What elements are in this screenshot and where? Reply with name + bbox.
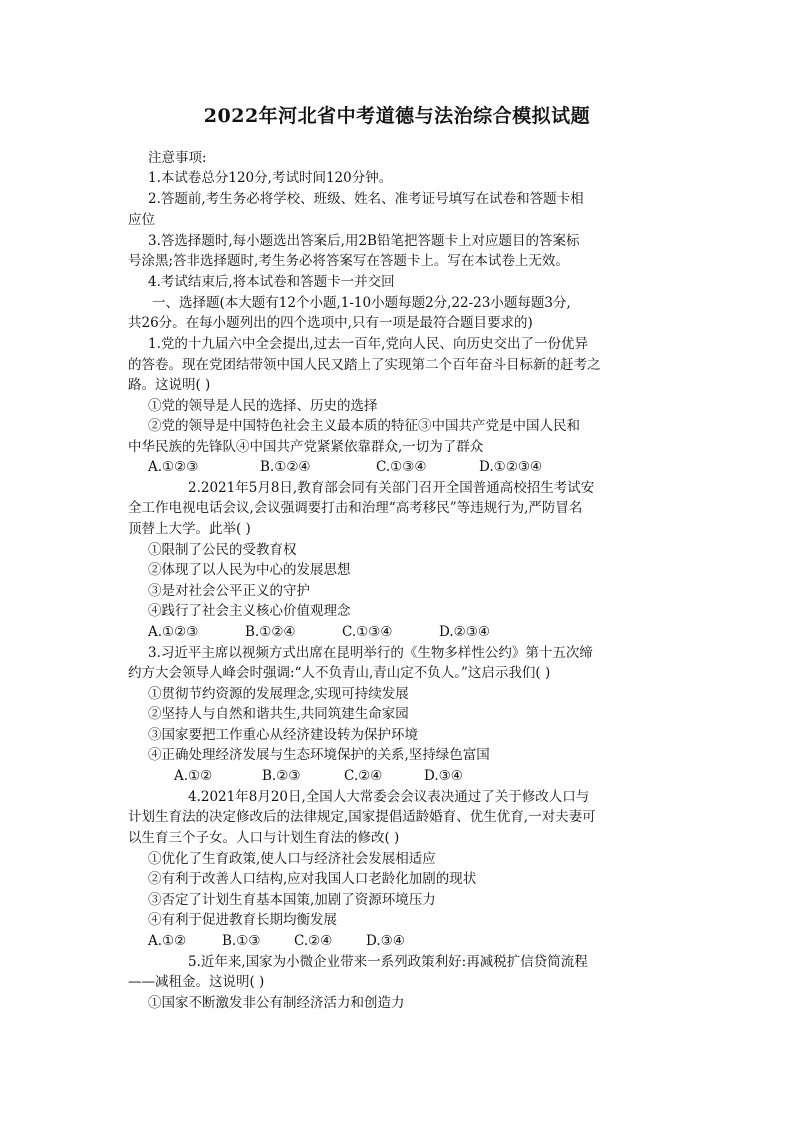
note-2-line-1: 2.答题前,考生务必将学校、班级、姓名、准考证号填写在试卷和答题卡相 bbox=[148, 191, 584, 207]
q3-options bbox=[174, 766, 474, 786]
q2-option-b: B.①②④ bbox=[245, 624, 296, 640]
note-2-line-2: 应位 bbox=[128, 212, 155, 228]
section-heading-line-2: 共26分。在每小题列出的四个选项中,只有一项是最符合题目要求的) bbox=[128, 315, 533, 331]
q2-statement-4: ④践行了社会主义核心价值观理念 bbox=[148, 603, 351, 619]
q1-option-d: D.①②③④ bbox=[479, 459, 543, 475]
note-1: 1.本试卷总分120分,考试时间120分钟。 bbox=[148, 170, 393, 186]
q4-statement-1: ①优化了生育政策,使人口与经济社会发展相适应 bbox=[148, 851, 436, 867]
note-3-line-2: 号涂黑;答非选择题时,考生务必将答案写在答题卡上。写在本试卷上无效。 bbox=[128, 253, 569, 269]
note-3-line-1: 3.答选择题时,每小题选出答案后,用2B铅笔把答题卡上对应题目的答案标 bbox=[148, 233, 580, 249]
q3-stem-line-2: 约方大会领导人峰会时强调:“人不负青山,青山定不负人。”这启示我们( ) bbox=[128, 665, 551, 681]
q4-stem-line-3: 以生育三个子女。人口与计划生育法的修改( ) bbox=[128, 830, 400, 846]
q4-statement-4: ④有利于促进教育长期均衡发展 bbox=[148, 912, 337, 928]
q4-option-b: B.①③ bbox=[222, 933, 261, 949]
q2-statement-2: ②体现了以人民为中心的发展思想 bbox=[148, 562, 351, 578]
q2-statement-1: ①限制了公民的受教育权 bbox=[148, 542, 297, 558]
note-4: 4.考试结束后,将本试卷和答题卡一并交回 bbox=[148, 274, 395, 290]
q3-option-a: A.①② bbox=[174, 768, 213, 784]
q2-stem-line-1: 2.2021年5月8日,教育部会同有关部门召开全国普通高校招生考试安 bbox=[188, 480, 595, 496]
q4-stem-line-1: 4.2021年8月20日,全国人大常委会会议表决通过了关于修改人口与 bbox=[188, 789, 590, 805]
q3-statement-3: ③国家要把工作重心从经济建设转为保护环境 bbox=[148, 727, 418, 743]
q3-stem-line-1: 3.习近平主席以视频方式出席在昆明举行的《生物多样性公约》第十五次缔 bbox=[148, 645, 593, 661]
q4-statement-3: ③否定了计划生育基本国策,加剧了资源环境压力 bbox=[148, 892, 436, 908]
q1-options bbox=[148, 457, 588, 477]
q4-option-d: D.③④ bbox=[366, 933, 405, 949]
q2-stem-line-2: 全工作电视电话会议,会议强调要打击和治理“高考移民”等违规行为,严防冒名 bbox=[128, 500, 583, 516]
q5-stem-line-1: 5.近年来,国家为小微企业带来一系列政策利好:再减税扩信贷简流程 bbox=[188, 954, 588, 970]
q2-option-a: A.①②③ bbox=[148, 624, 199, 640]
q5-statement-1: ①国家不断激发非公有制经济活力和创造力 bbox=[148, 995, 405, 1011]
q1-statement-2-line-2: 中华民族的先锋队④中国共产党紧紧依靠群众,一切为了群众 bbox=[128, 439, 484, 455]
q3-statement-2: ②坚持人与自然和谐共生,共同筑建生命家园 bbox=[148, 706, 409, 722]
q3-statement-1: ①贯彻节约资源的发展理念,实现可持续发展 bbox=[148, 686, 409, 702]
q1-stem-line-3: 路。这说明( ) bbox=[128, 377, 211, 393]
q3-statement-4: ④正确处理经济发展与生态环境保护的关系,坚持绿色富国 bbox=[148, 747, 490, 763]
q5-stem-line-2: ——减租金。这说明( ) bbox=[128, 974, 265, 990]
q4-option-a: A.①② bbox=[148, 933, 187, 949]
q1-option-c: C.①③④ bbox=[376, 459, 427, 475]
q4-options bbox=[148, 931, 448, 951]
q4-option-c: C.②④ bbox=[294, 933, 333, 949]
q1-option-a: A.①②③ bbox=[148, 459, 199, 475]
section-heading-line-1: 一、选择题(本大题有12个小题,1-10小题每题2分,22-23小题每题3分, bbox=[152, 295, 571, 311]
notes-heading: 注意事项: bbox=[148, 150, 207, 166]
q2-option-c: C.①③④ bbox=[342, 624, 393, 640]
q3-option-c: C.②④ bbox=[344, 768, 383, 784]
q2-option-d: D.②③④ bbox=[439, 624, 490, 640]
q4-statement-2: ②有利于改善人口结构,应对我国人口老龄化加剧的现状 bbox=[148, 871, 477, 887]
q3-option-d: D.③④ bbox=[424, 768, 463, 784]
q2-statement-3: ③是对社会公平正义的守护 bbox=[148, 583, 310, 599]
q1-statement-2-line-1: ②党的领导是中国特色社会主义最本质的特征③中国共产党是中国人民和 bbox=[148, 418, 580, 434]
q1-stem-line-2: 的答卷。现在党团结带领中国人民又踏上了实现第二个百年奋斗目标新的赶考之 bbox=[128, 357, 601, 373]
q4-stem-line-2: 计划生育法的决定修改后的法律规定,国家提倡适龄婚育、优生优育,一对夫妻可 bbox=[128, 809, 596, 825]
q1-statement-1: ①党的领导是人民的选择、历史的选择 bbox=[148, 398, 378, 414]
q2-stem-line-3: 顶替上大学。此举( ) bbox=[128, 521, 251, 537]
q3-option-b: B.②③ bbox=[262, 768, 301, 784]
q1-option-b: B.①②④ bbox=[260, 459, 311, 475]
q2-options bbox=[148, 622, 568, 642]
q1-stem-line-1: 1.党的十九届六中全会提出,过去一百年,党向人民、向历史交出了一份优异 bbox=[148, 336, 588, 352]
page-title: 2022年河北省中考道德与法治综合模拟试题 bbox=[203, 105, 591, 127]
